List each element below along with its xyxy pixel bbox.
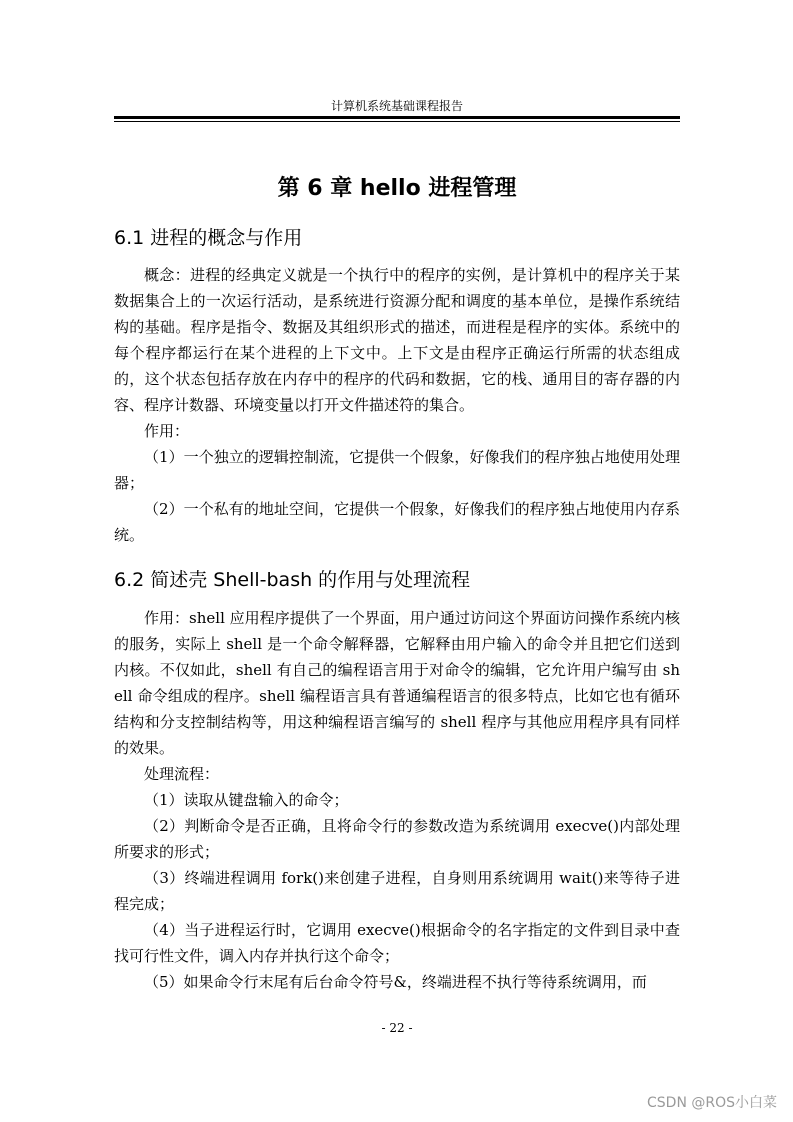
paragraph-role-item-2: （2）一个私有的地址空间，它提供一个假象，好像我们的程序独占地使用内存系统。 [114, 500, 680, 544]
section-heading-6-1: 6.1 进程的概念与作用 [114, 227, 303, 249]
paragraph-flow-step-1: （1）读取从键盘输入的命令； [144, 791, 349, 809]
section-heading-6-2: 6.2 简述壳 Shell-bash 的作用与处理流程 [114, 569, 471, 591]
header-rule-thick [114, 116, 680, 119]
paragraph-flow-step-3: （3）终端进程调用 fork()来创建子进程，自身则用系统调用 wait()来等待子进程完成； [114, 869, 680, 913]
paragraph-flow-step-2: （2）判断命令是否正确，且将命令行的参数改造为系统调用 execve()内部处理所要求的形式； [114, 817, 680, 861]
section-body-6-2 [114, 605, 680, 995]
paragraph-concept: 概念：进程的经典定义就是一个执行中的程序的实例，是计算机中的程序关于某数据集合上的一次运行活动，是系统进行资源分配和调度的基本单位，是操作系统结构的基础。程序是指令、数据及其组织形式的描述，而进程是程序的实体。系统中的每个程序都运行在某个进程的上下文中。上下文是由程序正确运行所需的状态组成的，这个状态包括存放在内存中的程序的代码和数据，它的栈、通用目的寄存器的内容、程序计数器、环境变量以打开文件描述符的集合。 [114, 266, 680, 414]
paragraph-flow-step-5: （5）如果命令行末尾有后台命令符号&，终端进程不执行等待系统调用，而 [144, 973, 647, 991]
header-rule-thin [114, 121, 680, 122]
paragraph-flow-step-4: （4）当子进程运行时，它调用 execve()根据命令的名字指定的文件到目录中查找可行性文件，调入内存并执行这个命令； [114, 921, 680, 965]
paragraph-role-item-1: （1）一个独立的逻辑控制流，它提供一个假象，好像我们的程序独占地使用处理器； [114, 448, 680, 492]
running-header: 计算机系统基础课程报告 [330, 99, 463, 113]
section-body-6-1 [114, 262, 680, 548]
paragraph-role-label: 作用： [144, 422, 190, 440]
page-number: - 22 - [381, 1021, 413, 1035]
paragraph-flow-label: 处理流程： [144, 765, 220, 783]
chapter-title: 第 6 章 hello 进程管理 [277, 176, 517, 201]
watermark: CSDN @ROS小白菜 [647, 1095, 777, 1111]
paragraph-shell-role: 作用：shell 应用程序提供了一个界面，用户通过访问这个界面访问操作系统内核的服务，实际上 shell 是一个命令解释器，它解释由用户输入的命令并且把它们送到内核。不仅如此，shell 有自己的编程语言用于对命令的编辑，它允许用户编写由 shell 命令组成的程序。shell 编程语言具有普通编程语言的很多特点，比如它也有循环结构和分支控制结构等，用这种编程语言编写的 shell 程序与其他应用程序具有同样的效果。 [114, 609, 680, 757]
